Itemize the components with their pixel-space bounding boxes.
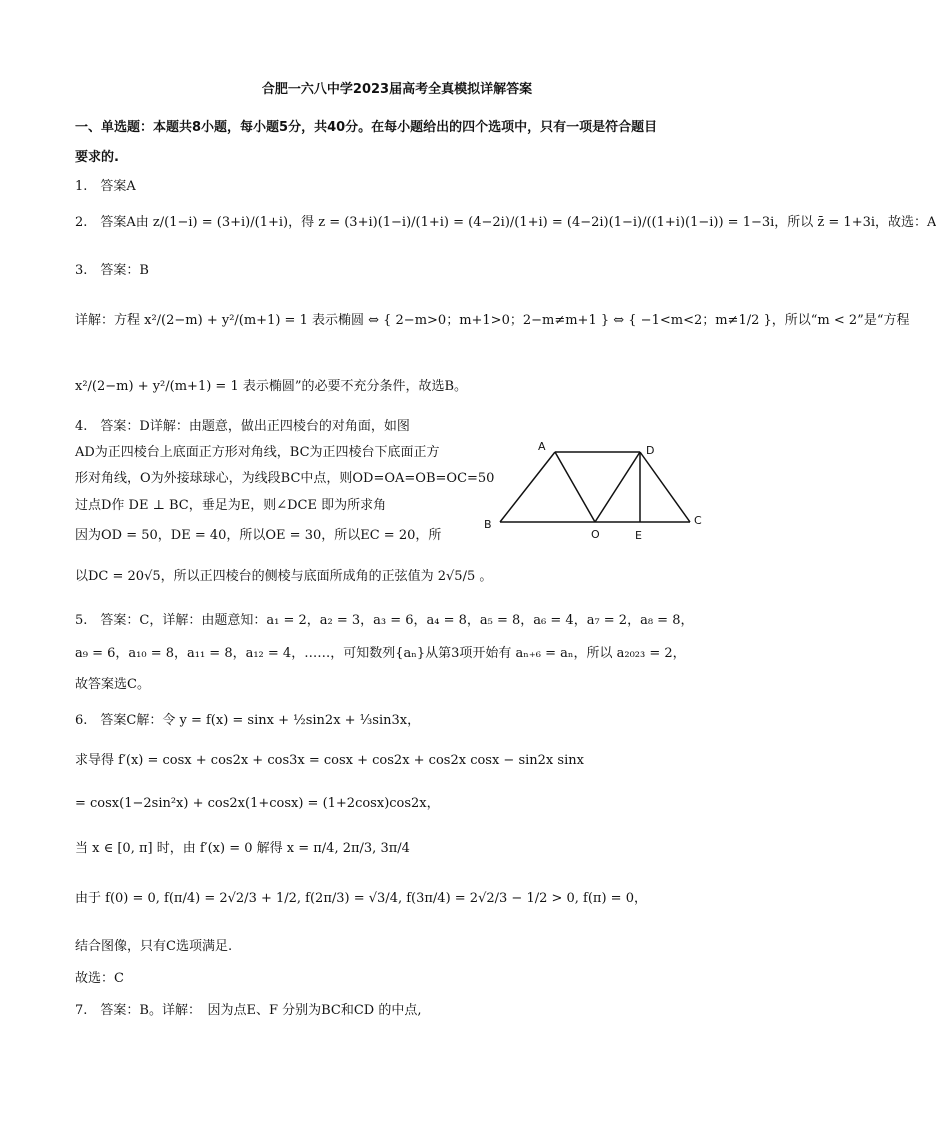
line-AB (500, 452, 555, 522)
label-C: C (694, 514, 702, 527)
answer-q4-line1: 4. 答案：D详解：由题意，做出正四棱台的对角面，如图 (75, 419, 410, 434)
frustum-cross-section-diagram (480, 440, 720, 550)
answer-q5-line3: 故答案选C。 (75, 677, 150, 692)
section-header-line2: 要求的. (75, 150, 119, 165)
label-O: O (591, 528, 600, 541)
answer-q3-detail: 详解：方程 x²/(2−m) + y²/(m+1) = 1 表示椭圆 ⇔ { 2−m>0；m+1>0；2−m≠m+1 } ⇔ { −1<m<2；m≠1/2 }，所以“m < 2”是“方程 (75, 313, 910, 328)
answer-q6-line1: 6. 答案C解：令 y = f(x) = sinx + ½sin2x + ⅓sin3x， (75, 713, 421, 728)
label-E: E (635, 529, 642, 542)
answer-q5-line2: a₉ = 6，a₁₀ = 8，a₁₁ = 8，a₁₂ = 4，……，可知数列{aₙ}从第3项开始有 aₙ₊₆ = aₙ，所以 a₂₀₂₃ = 2， (75, 646, 686, 661)
answer-q4-line5: 因为OD = 50，DE = 40，所以OE = 30，所以EC = 20，所 (75, 528, 442, 543)
answer-q4-line2: AD为正四棱台上底面正方形对角线，BC为正四棱台下底面正方 (75, 445, 440, 460)
line-DC (640, 452, 690, 522)
answer-q3: 3. 答案：B (75, 263, 149, 278)
line-AO (555, 452, 595, 522)
answer-q6-line2: 求导得 f′(x) = cosx + cos2x + cos3x = cosx + cos2x + cos2x cosx − sin2x sinx (75, 753, 584, 768)
answer-q1: 1. 答案A (75, 179, 136, 194)
answer-q6-line5: 由于 f(0) = 0, f(π/4) = 2√2/3 + 1/2, f(2π/3) = √3/4, f(3π/4) = 2√2/3 − 1/2 > 0, f(π) = 0， (75, 891, 647, 906)
answer-q6-line3: = cosx(1−2sin²x) + cos2x(1+cosx) = (1+2cosx)cos2x， (75, 796, 440, 811)
page-title: 合肥一六八中学2023届高考全真模拟详解答案 (261, 82, 533, 97)
line-OD (595, 452, 640, 522)
label-D: D (646, 444, 655, 457)
section-header-line1: 一、单选题：本题共8小题，每小题5分，共40分。在每小题给出的四个选项中，只有一项是符合题目 (75, 120, 658, 135)
answer-q3-tail: x²/(2−m) + y²/(m+1) = 1 表示椭圆”的必要不充分条件，故选B。 (75, 379, 468, 394)
label-B: B (484, 518, 492, 531)
answer-q5-line1: 5. 答案：C，详解：由题意知：a₁ = 2，a₂ = 3，a₃ = 6，a₄ = 8，a₅ = 8，a₆ = 4，a₇ = 2，a₈ = 8， (75, 613, 694, 628)
answer-q6-line7: 故选：C (75, 971, 124, 986)
label-A: A (538, 440, 546, 453)
answer-q4-line6: 以DC = 20√5，所以正四棱台的侧棱与底面所成角的正弦值为 2√5/5 。 (75, 569, 493, 584)
answer-q2: 2. 答案A由 z/(1−i) = (3+i)/(1+i)，得 z = (3+i)(1−i)/(1+i) = (4−2i)/(1+i) = (4−2i)(1−i)/((1+i)(1−i)) = 1−3i，所以 z̄ = 1+3i，故选：A (75, 215, 936, 230)
answer-q4-line4: 过点D作 DE ⊥ BC，垂足为E，则∠DCE 即为所求角 (75, 498, 387, 513)
answer-q7-line1: 7. 答案：B。详解： 因为点E、F 分别为BC和CD 的中点, (75, 1003, 422, 1018)
answer-q4-line3: 形对角线，O为外接球球心，为线段BC中点，则OD=OA=OB=OC=50 (75, 471, 495, 486)
answer-q6-line6: 结合图像，只有C选项满足. (75, 939, 233, 954)
answer-q6-line4: 当 x ∈ [0, π] 时，由 f′(x) = 0 解得 x = π/4, 2π/3, 3π/4 (75, 841, 410, 856)
